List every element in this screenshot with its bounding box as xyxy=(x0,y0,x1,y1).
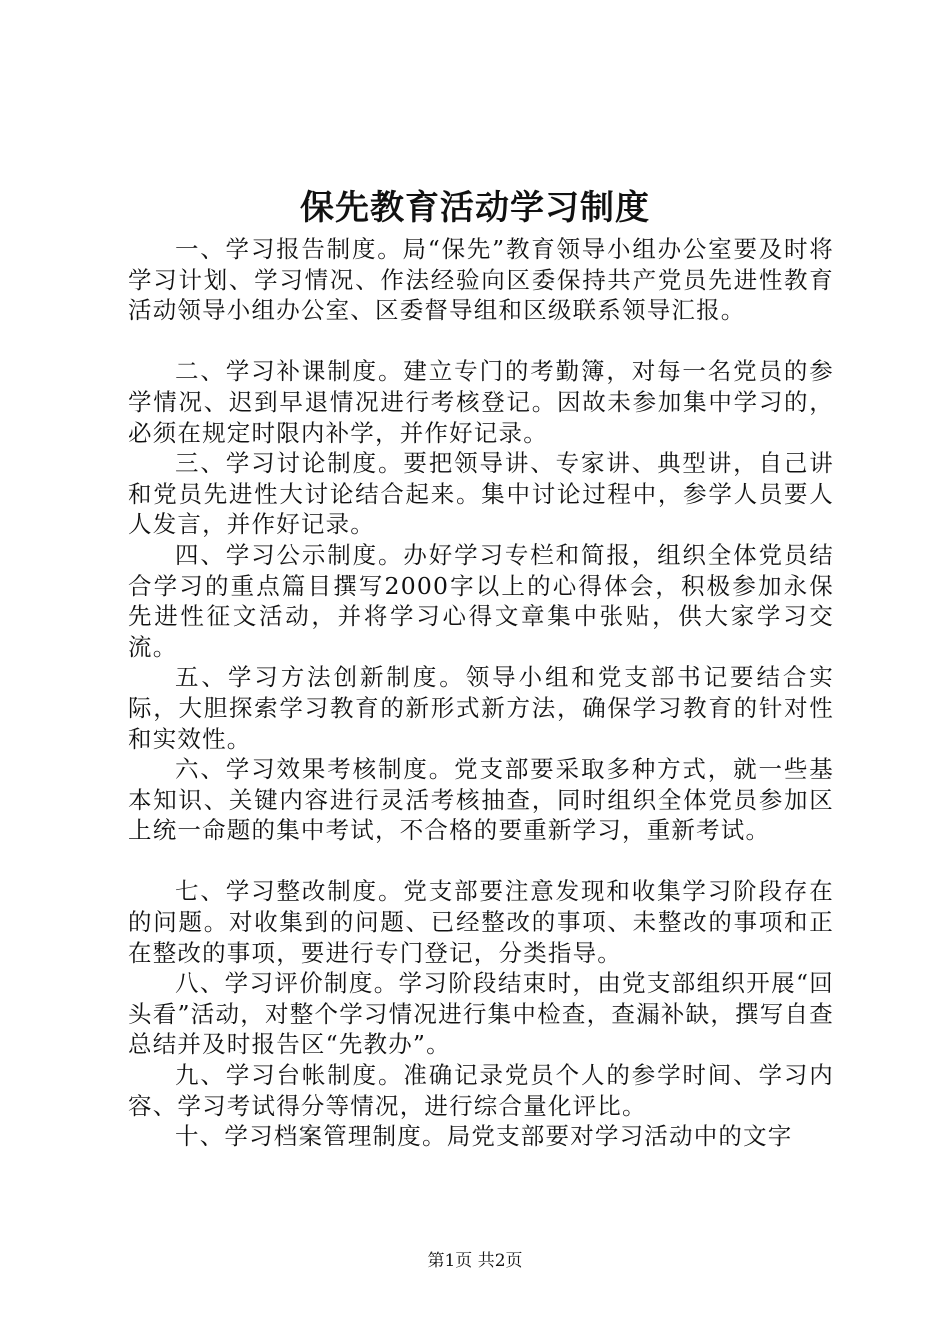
paragraph-7: 七、学习整改制度。党支部要注意发现和收集学习阶段存在的问题。对收集到的问题、已经整改的事项、未整改的事项和正在整改的事项，要进行专门登记，分类指导。 xyxy=(128,877,834,967)
paragraph-2: 二、学习补课制度。建立专门的考勤簿，对每一名党员的参学情况、迟到早退情况进行考核登记。因故未参加集中学习的，必须在规定时限内补学，并作好记录。 xyxy=(128,357,834,447)
paragraph-4: 四、学习公示制度。办好学习专栏和简报，组织全体党员结合学习的重点篇目撰写2000字以上的心得体会，积极参加永保先进性征文活动，并将学习心得文章集中张贴，供大家学习交流。 xyxy=(128,540,834,661)
paragraph-10: 十、学习档案管理制度。局党支部要对学习活动中的文字 xyxy=(175,1122,793,1151)
paragraph-5: 五、学习方法创新制度。领导小组和党支部书记要结合实际，大胆探索学习教育的新形式新方法，确保学习教育的针对性和实效性。 xyxy=(128,663,834,753)
paragraph-9: 九、学习台帐制度。准确记录党员个人的参学时间、学习内容、学习考试得分等情况，进行综合量化评比。 xyxy=(128,1061,834,1120)
paragraph-1: 一、学习报告制度。局“保先”教育领导小组办公室要及时将学习计划、学习情况、作法经验向区委保持共产党员先进性教育活动领导小组办公室、区委督导组和区级联系领导汇报。 xyxy=(128,235,834,325)
paragraph-6: 六、学习效果考核制度。党支部要采取多种方式，就一些基本知识、关键内容进行灵活考核抽查，同时组织全体党员参加区上统一命题的集中考试，不合格的要重新学习，重新考试。 xyxy=(128,755,834,845)
document-body xyxy=(128,234,834,1152)
paragraph-3: 三、学习讨论制度。要把领导讲、专家讲、典型讲，自己讲和党员先进性大讨论结合起来。集中讨论过程中，参学人员要人人发言，并作好记录。 xyxy=(128,449,834,539)
document-title: 保先教育活动学习制度 xyxy=(300,188,650,228)
page-number-footer: 第1页 共2页 xyxy=(427,1251,523,1271)
paragraph-8: 八、学习评价制度。学习阶段结束时，由党支部组织开展“回头看”活动，对整个学习情况进行集中检查，查漏补缺，撰写自查总结并及时报告区“先教办”。 xyxy=(128,969,834,1059)
